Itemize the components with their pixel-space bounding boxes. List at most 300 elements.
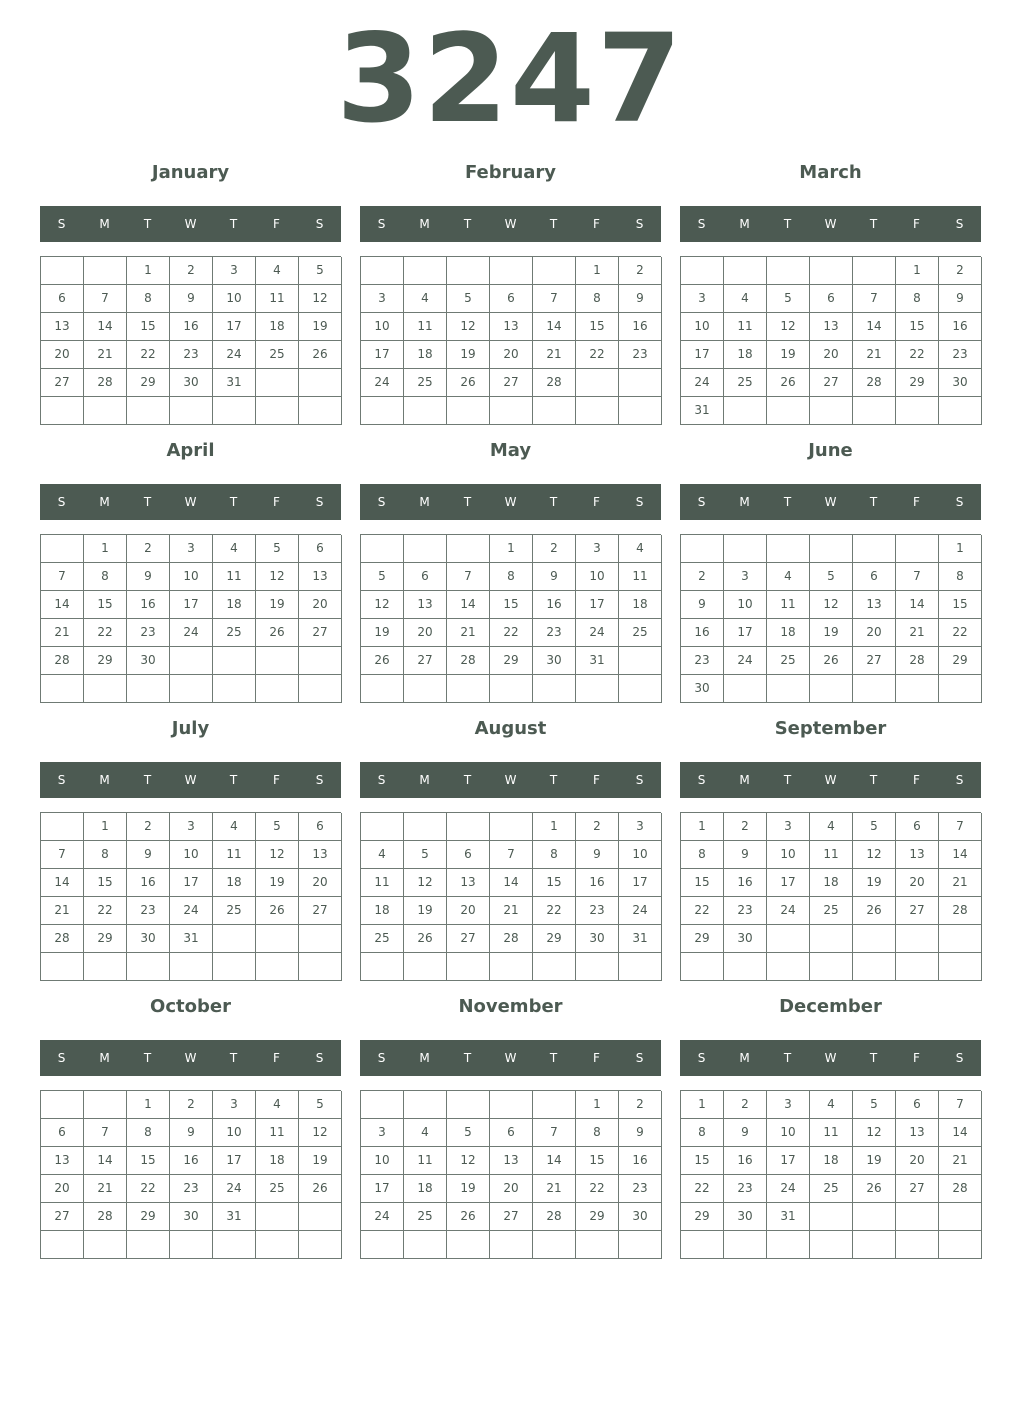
day-cell: 22 — [939, 619, 982, 647]
day-cell: 4 — [213, 813, 256, 841]
day-cell: 25 — [256, 341, 299, 369]
weekday-label: S — [635, 773, 644, 787]
day-cell: 15 — [896, 313, 939, 341]
empty-day-cell — [896, 953, 939, 981]
day-cell: 11 — [810, 1119, 853, 1147]
day-cell: 18 — [619, 591, 662, 619]
day-cell: 5 — [853, 813, 896, 841]
empty-day-cell — [896, 535, 939, 563]
day-cell: 23 — [681, 647, 724, 675]
day-cell: 10 — [619, 841, 662, 869]
day-cell: 21 — [939, 869, 982, 897]
weekday-label: S — [57, 217, 66, 231]
weekday-label: T — [143, 773, 152, 787]
empty-day-cell — [404, 675, 447, 703]
day-cell: 19 — [810, 619, 853, 647]
empty-day-cell — [361, 257, 404, 285]
weekday-label: T — [549, 217, 558, 231]
empty-day-cell — [213, 675, 256, 703]
day-cell: 30 — [724, 925, 767, 953]
day-cell: 21 — [447, 619, 490, 647]
day-cell: 19 — [447, 1175, 490, 1203]
day-cell: 19 — [299, 313, 342, 341]
day-cell: 1 — [127, 1091, 170, 1119]
day-cell: 21 — [84, 341, 127, 369]
day-cell: 5 — [299, 1091, 342, 1119]
empty-day-cell — [299, 1231, 342, 1259]
day-cell: 3 — [170, 813, 213, 841]
weekday-label: T — [229, 495, 238, 509]
day-cell: 17 — [681, 341, 724, 369]
empty-day-cell — [619, 369, 662, 397]
day-cell: 10 — [170, 841, 213, 869]
day-cell: 12 — [299, 285, 342, 313]
day-cell: 8 — [681, 1119, 724, 1147]
day-cell: 16 — [724, 1147, 767, 1175]
weekday-label: S — [377, 217, 386, 231]
day-grid — [360, 256, 661, 425]
day-cell: 10 — [767, 1119, 810, 1147]
month-title: March — [799, 162, 862, 183]
day-cell: 31 — [681, 397, 724, 425]
empty-day-cell — [256, 1231, 299, 1259]
empty-day-cell — [533, 397, 576, 425]
day-cell: 17 — [170, 869, 213, 897]
empty-day-cell — [619, 397, 662, 425]
empty-day-cell — [896, 1203, 939, 1231]
weekday-label: S — [955, 217, 964, 231]
empty-day-cell — [939, 1231, 982, 1259]
day-cell: 9 — [724, 1119, 767, 1147]
day-cell: 23 — [939, 341, 982, 369]
day-cell: 22 — [896, 341, 939, 369]
weekday-label: M — [99, 773, 110, 787]
day-cell: 30 — [681, 675, 724, 703]
day-cell: 30 — [619, 1203, 662, 1231]
day-grid — [360, 534, 661, 703]
weekday-header — [360, 1040, 661, 1076]
empty-day-cell — [767, 925, 810, 953]
empty-day-cell — [404, 813, 447, 841]
day-cell: 16 — [170, 313, 213, 341]
weekday-label: S — [315, 217, 324, 231]
empty-day-cell — [127, 1231, 170, 1259]
day-cell: 15 — [84, 869, 127, 897]
day-cell: 10 — [213, 1119, 256, 1147]
day-cell: 14 — [939, 841, 982, 869]
day-cell: 28 — [41, 925, 84, 953]
day-cell: 9 — [127, 841, 170, 869]
weekday-label: T — [869, 495, 878, 509]
weekday-label: S — [697, 773, 706, 787]
month-title: December — [779, 996, 882, 1017]
day-cell: 24 — [767, 897, 810, 925]
weekday-label: T — [869, 1051, 878, 1065]
day-cell: 8 — [84, 841, 127, 869]
day-cell: 24 — [576, 619, 619, 647]
weekday-label: W — [504, 495, 517, 509]
day-grid — [680, 812, 981, 981]
day-cell: 6 — [490, 285, 533, 313]
day-cell: 4 — [213, 535, 256, 563]
day-cell: 12 — [767, 313, 810, 341]
weekday-label: S — [315, 773, 324, 787]
weekday-label: W — [504, 217, 517, 231]
day-cell: 17 — [576, 591, 619, 619]
day-cell: 20 — [853, 619, 896, 647]
empty-day-cell — [299, 647, 342, 675]
day-cell: 2 — [170, 257, 213, 285]
day-cell: 20 — [810, 341, 853, 369]
day-cell: 18 — [213, 869, 256, 897]
day-cell: 4 — [724, 285, 767, 313]
day-cell: 20 — [896, 869, 939, 897]
empty-day-cell — [256, 953, 299, 981]
weekday-label: M — [419, 773, 430, 787]
day-cell: 8 — [84, 563, 127, 591]
empty-day-cell — [576, 397, 619, 425]
day-cell: 11 — [404, 313, 447, 341]
weekday-label: S — [955, 773, 964, 787]
day-cell: 27 — [810, 369, 853, 397]
empty-day-cell — [84, 1231, 127, 1259]
day-cell: 14 — [939, 1119, 982, 1147]
day-cell: 25 — [767, 647, 810, 675]
day-cell: 26 — [361, 647, 404, 675]
empty-day-cell — [767, 1231, 810, 1259]
day-cell: 14 — [490, 869, 533, 897]
day-cell: 25 — [361, 925, 404, 953]
weekday-label: F — [273, 217, 280, 231]
empty-day-cell — [127, 675, 170, 703]
day-cell: 23 — [170, 1175, 213, 1203]
empty-day-cell — [767, 953, 810, 981]
day-cell: 29 — [490, 647, 533, 675]
weekday-label: S — [377, 773, 386, 787]
day-cell: 19 — [361, 619, 404, 647]
day-cell: 22 — [490, 619, 533, 647]
empty-day-cell — [896, 925, 939, 953]
day-cell: 24 — [213, 341, 256, 369]
weekday-header — [360, 206, 661, 242]
day-cell: 29 — [896, 369, 939, 397]
weekday-label: M — [419, 1051, 430, 1065]
empty-day-cell — [447, 813, 490, 841]
day-cell: 31 — [170, 925, 213, 953]
day-cell: 29 — [127, 369, 170, 397]
day-cell: 28 — [41, 647, 84, 675]
day-cell: 22 — [576, 341, 619, 369]
day-cell: 7 — [896, 563, 939, 591]
day-cell: 20 — [490, 341, 533, 369]
day-cell: 11 — [256, 1119, 299, 1147]
day-cell: 4 — [404, 1119, 447, 1147]
day-cell: 2 — [127, 535, 170, 563]
day-cell: 9 — [576, 841, 619, 869]
empty-day-cell — [853, 257, 896, 285]
day-cell: 21 — [939, 1147, 982, 1175]
day-cell: 1 — [896, 257, 939, 285]
day-cell: 29 — [576, 1203, 619, 1231]
empty-day-cell — [767, 535, 810, 563]
day-cell: 25 — [213, 897, 256, 925]
day-cell: 12 — [404, 869, 447, 897]
day-cell: 23 — [127, 897, 170, 925]
day-cell: 31 — [213, 1203, 256, 1231]
day-cell: 11 — [404, 1147, 447, 1175]
empty-day-cell — [84, 1091, 127, 1119]
empty-day-cell — [84, 675, 127, 703]
day-cell: 3 — [619, 813, 662, 841]
month-title: February — [464, 162, 557, 183]
day-cell: 27 — [404, 647, 447, 675]
empty-day-cell — [533, 953, 576, 981]
day-grid — [40, 256, 341, 425]
day-cell: 17 — [361, 1175, 404, 1203]
day-cell: 15 — [84, 591, 127, 619]
empty-day-cell — [724, 257, 767, 285]
day-grid — [40, 812, 341, 981]
empty-day-cell — [447, 953, 490, 981]
day-cell: 11 — [213, 563, 256, 591]
weekday-label: M — [419, 495, 430, 509]
empty-day-cell — [681, 535, 724, 563]
day-cell: 22 — [681, 897, 724, 925]
day-cell: 15 — [127, 1147, 170, 1175]
day-cell: 29 — [681, 925, 724, 953]
empty-day-cell — [724, 397, 767, 425]
day-cell: 6 — [810, 285, 853, 313]
day-cell: 5 — [767, 285, 810, 313]
day-cell: 7 — [533, 1119, 576, 1147]
day-cell: 1 — [84, 813, 127, 841]
day-cell: 18 — [767, 619, 810, 647]
day-cell: 3 — [361, 1119, 404, 1147]
empty-day-cell — [853, 675, 896, 703]
empty-day-cell — [84, 257, 127, 285]
day-cell: 20 — [404, 619, 447, 647]
day-cell: 18 — [213, 591, 256, 619]
day-cell: 4 — [810, 1091, 853, 1119]
day-cell: 17 — [767, 1147, 810, 1175]
empty-day-cell — [576, 953, 619, 981]
weekday-label: T — [869, 773, 878, 787]
day-cell: 16 — [681, 619, 724, 647]
day-cell: 30 — [533, 647, 576, 675]
day-cell: 23 — [724, 1175, 767, 1203]
day-cell: 19 — [447, 341, 490, 369]
day-cell: 18 — [256, 1147, 299, 1175]
empty-day-cell — [170, 647, 213, 675]
empty-day-cell — [256, 397, 299, 425]
month-title: January — [151, 162, 230, 183]
weekday-header — [40, 206, 341, 242]
day-grid — [360, 1090, 661, 1259]
day-cell: 24 — [361, 369, 404, 397]
empty-day-cell — [576, 369, 619, 397]
day-cell: 7 — [41, 563, 84, 591]
empty-day-cell — [681, 1231, 724, 1259]
empty-day-cell — [256, 647, 299, 675]
day-cell: 26 — [299, 1175, 342, 1203]
day-cell: 28 — [853, 369, 896, 397]
day-cell: 18 — [404, 341, 447, 369]
weekday-label: T — [549, 773, 558, 787]
empty-day-cell — [939, 1203, 982, 1231]
empty-day-cell — [447, 257, 490, 285]
day-cell: 5 — [447, 285, 490, 313]
day-cell: 1 — [576, 1091, 619, 1119]
day-cell: 8 — [127, 1119, 170, 1147]
day-cell: 4 — [619, 535, 662, 563]
day-cell: 16 — [170, 1147, 213, 1175]
day-cell: 30 — [170, 369, 213, 397]
weekday-label: T — [229, 773, 238, 787]
weekday-header — [360, 762, 661, 798]
day-cell: 8 — [681, 841, 724, 869]
day-cell: 16 — [724, 869, 767, 897]
day-cell: 10 — [170, 563, 213, 591]
day-cell: 23 — [619, 1175, 662, 1203]
empty-day-cell — [447, 535, 490, 563]
empty-day-cell — [810, 925, 853, 953]
day-cell: 18 — [404, 1175, 447, 1203]
day-cell: 21 — [84, 1175, 127, 1203]
weekday-label: W — [824, 773, 837, 787]
day-grid — [680, 1090, 981, 1259]
day-cell: 29 — [681, 1203, 724, 1231]
day-cell: 25 — [724, 369, 767, 397]
day-cell: 9 — [533, 563, 576, 591]
day-cell: 29 — [84, 925, 127, 953]
empty-day-cell — [619, 953, 662, 981]
day-cell: 26 — [853, 1175, 896, 1203]
day-cell: 12 — [447, 313, 490, 341]
day-cell: 21 — [853, 341, 896, 369]
month-title: August — [474, 718, 547, 739]
empty-day-cell — [576, 675, 619, 703]
day-cell: 4 — [810, 813, 853, 841]
day-cell: 12 — [810, 591, 853, 619]
day-cell: 6 — [447, 841, 490, 869]
weekday-label: T — [463, 495, 472, 509]
weekday-label: S — [57, 1051, 66, 1065]
day-cell: 3 — [213, 1091, 256, 1119]
weekday-label: S — [697, 217, 706, 231]
day-cell: 27 — [41, 369, 84, 397]
day-cell: 12 — [256, 841, 299, 869]
day-cell: 14 — [896, 591, 939, 619]
day-cell: 16 — [619, 313, 662, 341]
day-cell: 18 — [361, 897, 404, 925]
day-cell: 7 — [533, 285, 576, 313]
day-cell: 19 — [767, 341, 810, 369]
month-title: May — [489, 440, 532, 461]
day-cell: 20 — [41, 341, 84, 369]
day-cell: 11 — [724, 313, 767, 341]
day-cell: 3 — [213, 257, 256, 285]
empty-day-cell — [853, 1203, 896, 1231]
day-cell: 2 — [619, 1091, 662, 1119]
day-cell: 21 — [41, 619, 84, 647]
weekday-header — [680, 1040, 981, 1076]
day-cell: 14 — [41, 591, 84, 619]
day-cell: 27 — [896, 1175, 939, 1203]
day-cell: 19 — [299, 1147, 342, 1175]
weekday-label: F — [593, 773, 600, 787]
empty-day-cell — [41, 257, 84, 285]
day-cell: 20 — [447, 897, 490, 925]
empty-day-cell — [810, 953, 853, 981]
empty-day-cell — [939, 925, 982, 953]
weekday-label: T — [229, 217, 238, 231]
empty-day-cell — [939, 953, 982, 981]
day-cell: 23 — [619, 341, 662, 369]
empty-day-cell — [299, 675, 342, 703]
weekday-header — [40, 484, 341, 520]
empty-day-cell — [361, 1091, 404, 1119]
weekday-label: W — [184, 495, 197, 509]
weekday-label: T — [143, 495, 152, 509]
day-cell: 27 — [41, 1203, 84, 1231]
day-cell: 2 — [127, 813, 170, 841]
day-cell: 14 — [533, 313, 576, 341]
day-cell: 19 — [256, 591, 299, 619]
empty-day-cell — [170, 953, 213, 981]
weekday-header — [40, 762, 341, 798]
weekday-label: M — [739, 773, 750, 787]
empty-day-cell — [490, 675, 533, 703]
weekday-label: S — [377, 495, 386, 509]
day-cell: 14 — [84, 1147, 127, 1175]
day-cell: 29 — [533, 925, 576, 953]
day-cell: 12 — [256, 563, 299, 591]
day-cell: 29 — [84, 647, 127, 675]
day-cell: 26 — [447, 1203, 490, 1231]
day-cell: 2 — [681, 563, 724, 591]
weekday-label: T — [143, 217, 152, 231]
day-cell: 1 — [127, 257, 170, 285]
empty-day-cell — [853, 925, 896, 953]
day-cell: 6 — [853, 563, 896, 591]
day-cell: 24 — [724, 647, 767, 675]
weekday-label: T — [463, 217, 472, 231]
day-cell: 15 — [576, 1147, 619, 1175]
day-cell: 30 — [127, 925, 170, 953]
day-cell: 30 — [724, 1203, 767, 1231]
empty-day-cell — [299, 953, 342, 981]
day-cell: 23 — [533, 619, 576, 647]
day-cell: 9 — [127, 563, 170, 591]
day-cell: 24 — [681, 369, 724, 397]
day-cell: 25 — [404, 1203, 447, 1231]
day-cell: 17 — [361, 341, 404, 369]
empty-day-cell — [619, 647, 662, 675]
empty-day-cell — [404, 535, 447, 563]
day-cell: 3 — [576, 535, 619, 563]
empty-day-cell — [724, 1231, 767, 1259]
weekday-label: S — [635, 495, 644, 509]
day-cell: 4 — [361, 841, 404, 869]
empty-day-cell — [170, 397, 213, 425]
empty-day-cell — [361, 675, 404, 703]
day-cell: 22 — [84, 619, 127, 647]
day-cell: 16 — [127, 869, 170, 897]
day-cell: 15 — [533, 869, 576, 897]
day-grid — [40, 1090, 341, 1259]
day-cell: 25 — [810, 1175, 853, 1203]
day-cell: 14 — [84, 313, 127, 341]
